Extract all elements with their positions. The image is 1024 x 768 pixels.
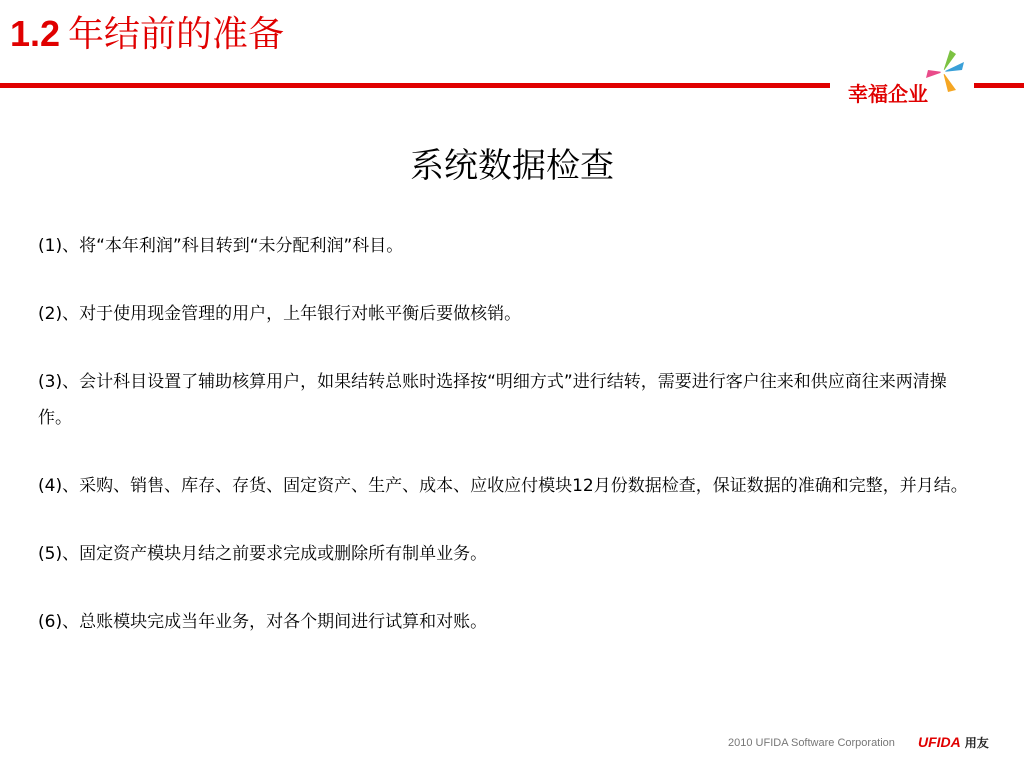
header-rule-right: [974, 83, 1024, 88]
section-heading: 系统数据检查: [410, 146, 614, 186]
footer-copyright: 2010 UFIDA Software Corporation: [728, 737, 895, 749]
header-rule-left: [0, 83, 830, 88]
checklist-item-6: (6)、总账模块完成当年业务，对各个期间进行试算和对账。: [38, 612, 488, 632]
slide-title: [10, 14, 284, 55]
brand-name: 幸福企业: [848, 82, 928, 106]
slide-title-text: 年结前的准备: [68, 14, 285, 55]
checklist: [38, 228, 968, 672]
footer-logo-cn: 用友: [964, 736, 989, 750]
checklist-item-2: (2)、对于使用现金管理的用户，上年银行对帐平衡后要做核销。: [38, 304, 522, 324]
checklist-item-5: (5)、固定资产模块月结之前要求完成或删除所有制单业务。: [38, 544, 488, 564]
slide-number: 1.2: [10, 13, 61, 54]
pinwheel-logo-icon: [920, 48, 966, 94]
footer-logo: [918, 734, 989, 752]
checklist-item-1: (1)、将“本年利润”科目转到“未分配利润”科目。: [38, 236, 404, 256]
checklist-item-4: (4)、采购、销售、库存、存货、固定资产、生产、成本、应收应付模块12月份数据检查，保证数据的准确和完整，并月结。: [38, 476, 968, 496]
checklist-item-3: (3)、会计科目设置了辅助核算用户，如果结转总账时选择按“明细方式”进行结转，需要进行客户往来和供应商往来两清操作。: [38, 372, 947, 428]
footer-logo-en: UFIDA: [918, 734, 961, 750]
brand-logo-group: [838, 48, 968, 108]
